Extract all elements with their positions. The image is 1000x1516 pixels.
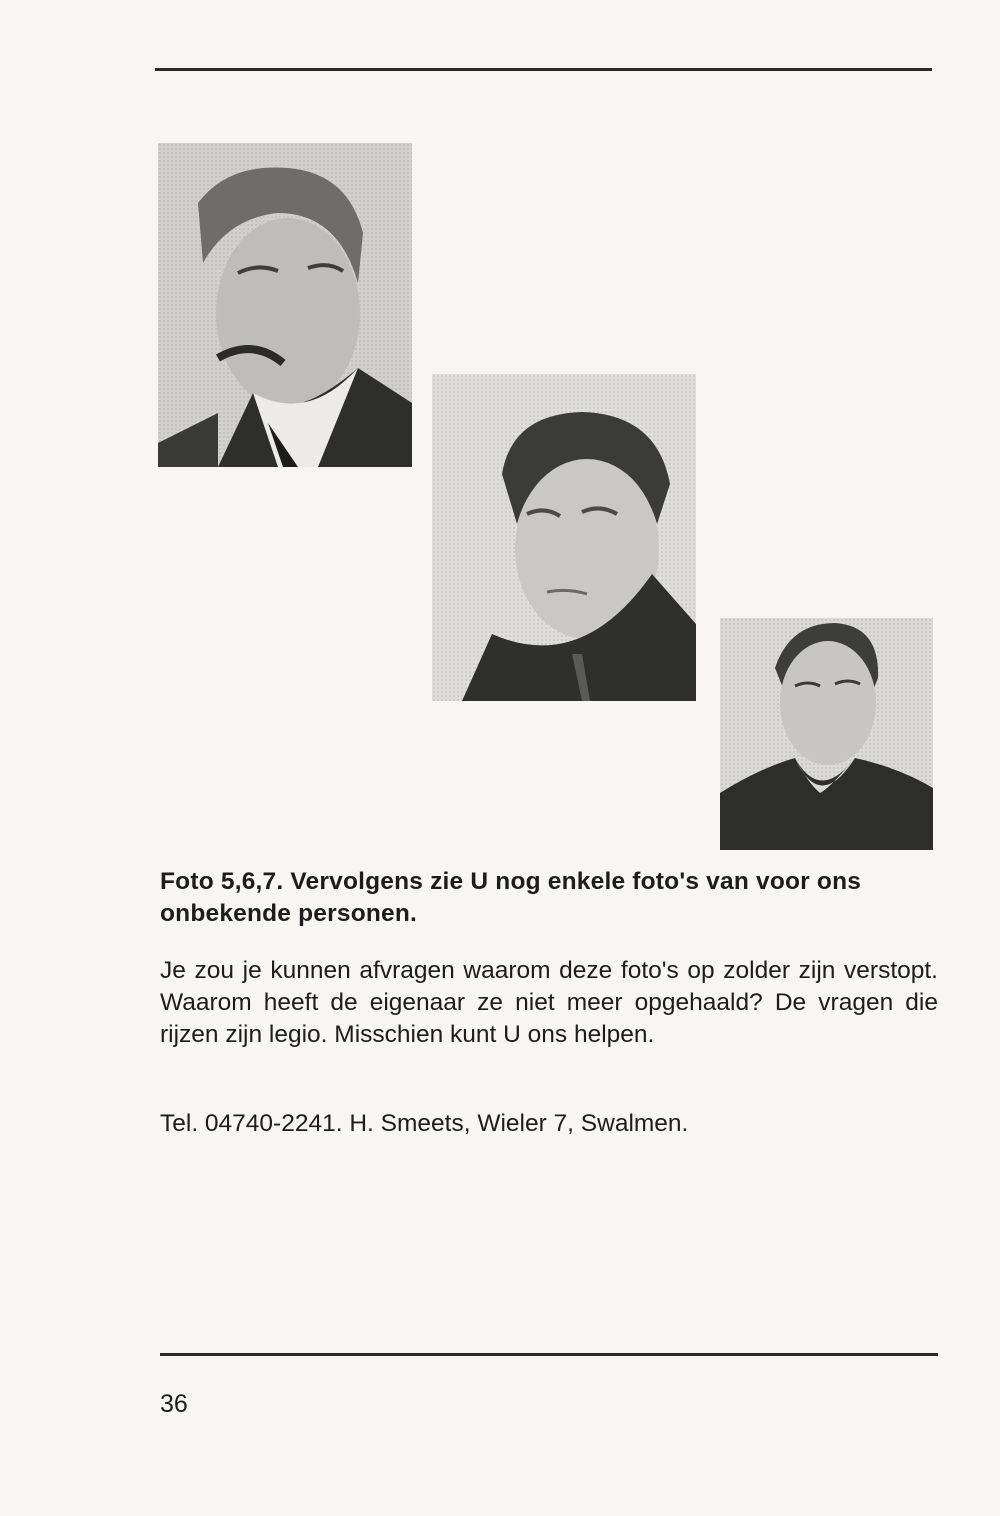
photo-caption: Foto 5,6,7. Vervolgens zie U nog enkele foto's van voor ons onbekende personen. (160, 868, 862, 927)
top-rule (155, 68, 932, 71)
contact-info: Tel. 04740-2241. H. Smeets, Wieler 7, Swalmen. (160, 1110, 689, 1137)
photo-woman (720, 618, 933, 850)
bottom-rule (160, 1353, 938, 1356)
photo-young-boy (432, 374, 696, 701)
photo-older-man (158, 143, 412, 467)
body-paragraph: Je zou je kunnen afvragen waarom deze foto's op zolder zijn verstopt. Waarom heeft de eigenaar ze niet meer opgehaald? De vragen die rijzen zijn legio. Misschien kunt U ons helpen. (160, 957, 938, 1048)
page-number: 36 (160, 1390, 188, 1418)
